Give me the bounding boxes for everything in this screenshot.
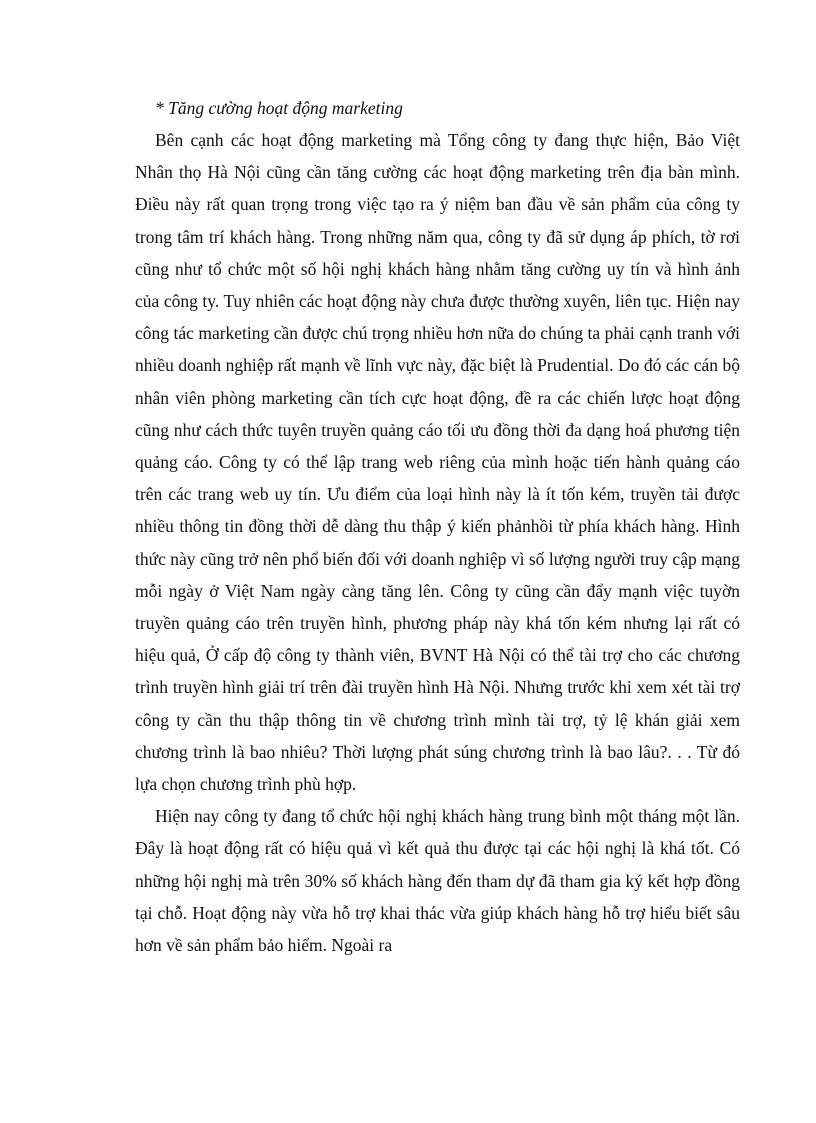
paragraph-1: Bên cạnh các hoạt động marketing mà Tổng công ty đang thực hiện, Bảo Việt Nhân thọ Hà Nội cũng cần tăng cường các hoạt động marketing trên địa bàn mình. Điều này rất quan trọng trong việc tạo ra ý niệm ban đầu về sản phẩm của công ty trong tâm trí khách hàng. Trong những năm qua, công ty đã sử dụng áp phích, tờ rơi cũng như tổ chức một số hội nghị khách hàng nhằm tăng cường uy tín và hình ảnh của công ty. Tuy nhiên các hoạt động này chưa được thường xuyên, liên tục. Hiện nay công tác marketing cần được chú trọng nhiều hơn nữa do chúng ta phải cạnh tranh với nhiều doanh nghiệp rất mạnh về lĩnh vực này, đặc biệt là Prudential. Do đó các cán bộ nhân viên phòng marketing cần tích cực hoạt động, đề ra các chiến lược hoạt động cũng như cách thức tuyên truyền quảng cáo tối ưu đồng thời đa dạng hoá phương tiện quảng cáo. Công ty có thể lập trang web riêng của mình hoặc tiến hành quảng cáo trên các trang web uy tín. Ưu điểm của loại hình này là ít tốn kém, truyền tải được nhiều thông tin đồng thời dễ dàng thu thập ý kiến phảnhồi từ phía khách hàng. Hình thức này cũng trở nên phổ biến đối với doanh nghiệp vì số lượng người truy cập mạng mỗi ngày ở Việt Nam ngày càng tăng lên. Công ty cũng cần đẩy mạnh việc tuyờn truyền quảng cáo trên truyền hình, phương pháp này khá tốn kém nhưng lại rất có hiệu quả, Ở cấp độ công ty thành viên, BVNT Hà Nội có thể tài trợ cho các chương trình truyền hình giải trí trên đài truyền hình Hà Nội. Nhưng trước khi xem xét tài trợ công ty cần thu thập thông tin về chương trình mình tài trợ, tỷ lệ khán giải xem chương trình là bao nhiêu? Thời lượng phát súng chương trình là bao lâu?. . . Từ đó lựa chọn chương trình phù hợp. xyxy=(135,130,740,795)
section-heading: * Tăng cường hoạt động marketing xyxy=(155,98,403,118)
paragraph-2: Hiện nay công ty đang tổ chức hội nghị khách hàng trung bình một tháng một lần. Đây là hoạt động rất có hiệu quả vì kết quả thu được tại các hội nghị là khá tốt. Có những hội nghị mà trên 30% số khách hàng đến tham dự đã tham gia ký kết hợp đồng tại chỗ. Hoạt động này vừa hỗ trợ khai thác vừa giúp khách hàng hỗ trợ hiểu biết sâu hơn về sản phẩm bảo hiểm. Ngoài ra xyxy=(135,806,740,956)
document-body xyxy=(135,92,740,961)
